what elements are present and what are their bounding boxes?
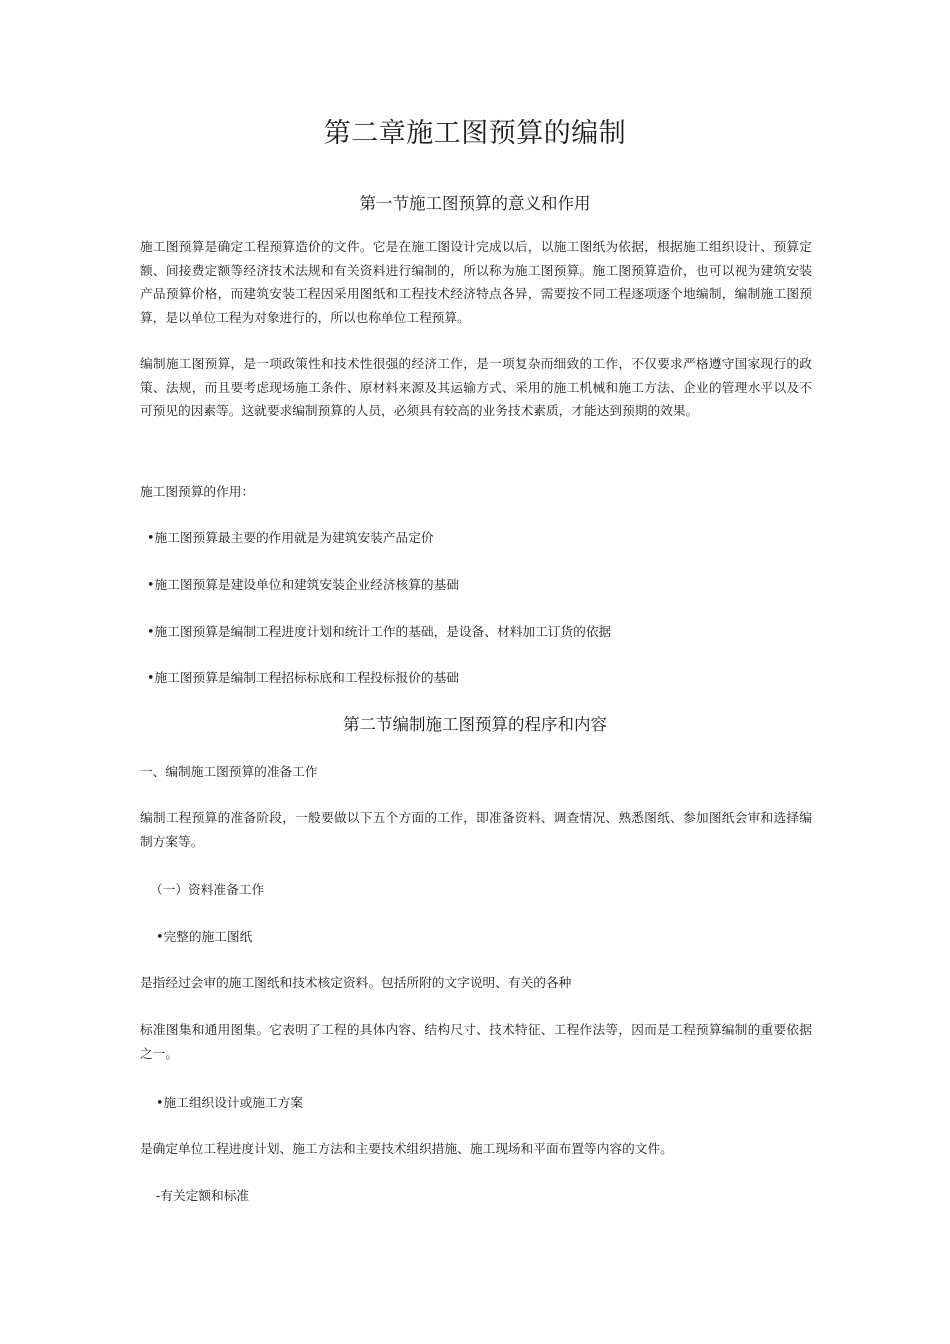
role-item-4: •施工图预算是编制工程招标标底和工程投标报价的基础	[147, 670, 459, 685]
subsection-heading-1: 一、编制施工图预算的准备工作	[140, 764, 318, 779]
roles-label: 施工图预算的作用：	[140, 484, 255, 499]
bullet-construction-plan: •施工组织设计或施工方案	[156, 1095, 304, 1110]
drawings-text-line-2: 标准图集和通用图集。它表明了工程的具体内容、结构尺寸、技术特征、工程作法等，因而是工程预算编制的重要依据之一。	[140, 1022, 812, 1061]
chapter-title: 第二章施工图预算的编制	[323, 118, 627, 149]
role-item-1: •施工图预算最主要的作用就是为建筑安装产品定价	[147, 530, 434, 545]
section1-paragraph-2: 编制施工图预算，是一项政策性和技术性很强的经济工作，是一项复杂而细致的工作，不仅要求严格遵守国家现行的政策、法规，而且要考虑现场施工条件、原材料来源及其运输方式、采用的施工机械和施工方法、企业的管理水平以及不可预见的因素等。这就要求编制预算的人员，必须具有较高的业务技术素质，才能达到预期的效果。	[140, 356, 812, 419]
bullet-drawings: •完整的施工图纸	[156, 929, 253, 944]
role-item-3: •施工图预算是编制工程进度计划和统计工作的基础，是设备、材料加工订货的依据	[147, 624, 612, 639]
role-item-2: •施工图预算是建设单位和建筑安装企业经济核算的基础	[147, 577, 459, 592]
bullet-norms-standards: -有关定额和标准	[156, 1188, 250, 1203]
section2-heading: 第二节编制施工图预算的程序和内容	[343, 715, 607, 734]
section1-heading: 第一节施工图预算的意义和作用	[359, 194, 591, 213]
section1-paragraph-1: 施工图预算是确定工程预算造价的文件。它是在施工图设计完成以后，以施工图纸为依据，根据施工组织设计、预算定额、间接费定额等经济技术法规和有关资料进行编制的，所以称为施工图预算。施工图预算造价，也可以视为建筑安装产品预算价格，而建筑安装工程因采用图纸和工程技术经济特点各异，需要按不同工程逐项逐个地编制，编制施工图预算，是以单位工程为对象进行的，所以也称单位工程预算。	[140, 239, 812, 325]
construction-plan-text: 是确定单位工程进度计划、施工方法和主要技术组织措施、施工现场和平面布置等内容的文件。	[140, 1141, 673, 1156]
drawings-text-line-1: 是指经过会审的施工图纸和技术核定资料。包括所附的文字说明、有关的各种	[140, 975, 572, 990]
section2-paragraph-1: 编制工程预算的准备阶段，一般要做以下五个方面的工作，即准备资料、调查情况、熟悉图纸、参加图纸会审和选择编制方案等。	[140, 810, 812, 849]
subsection-item-1: （一）资料准备工作	[150, 882, 265, 897]
